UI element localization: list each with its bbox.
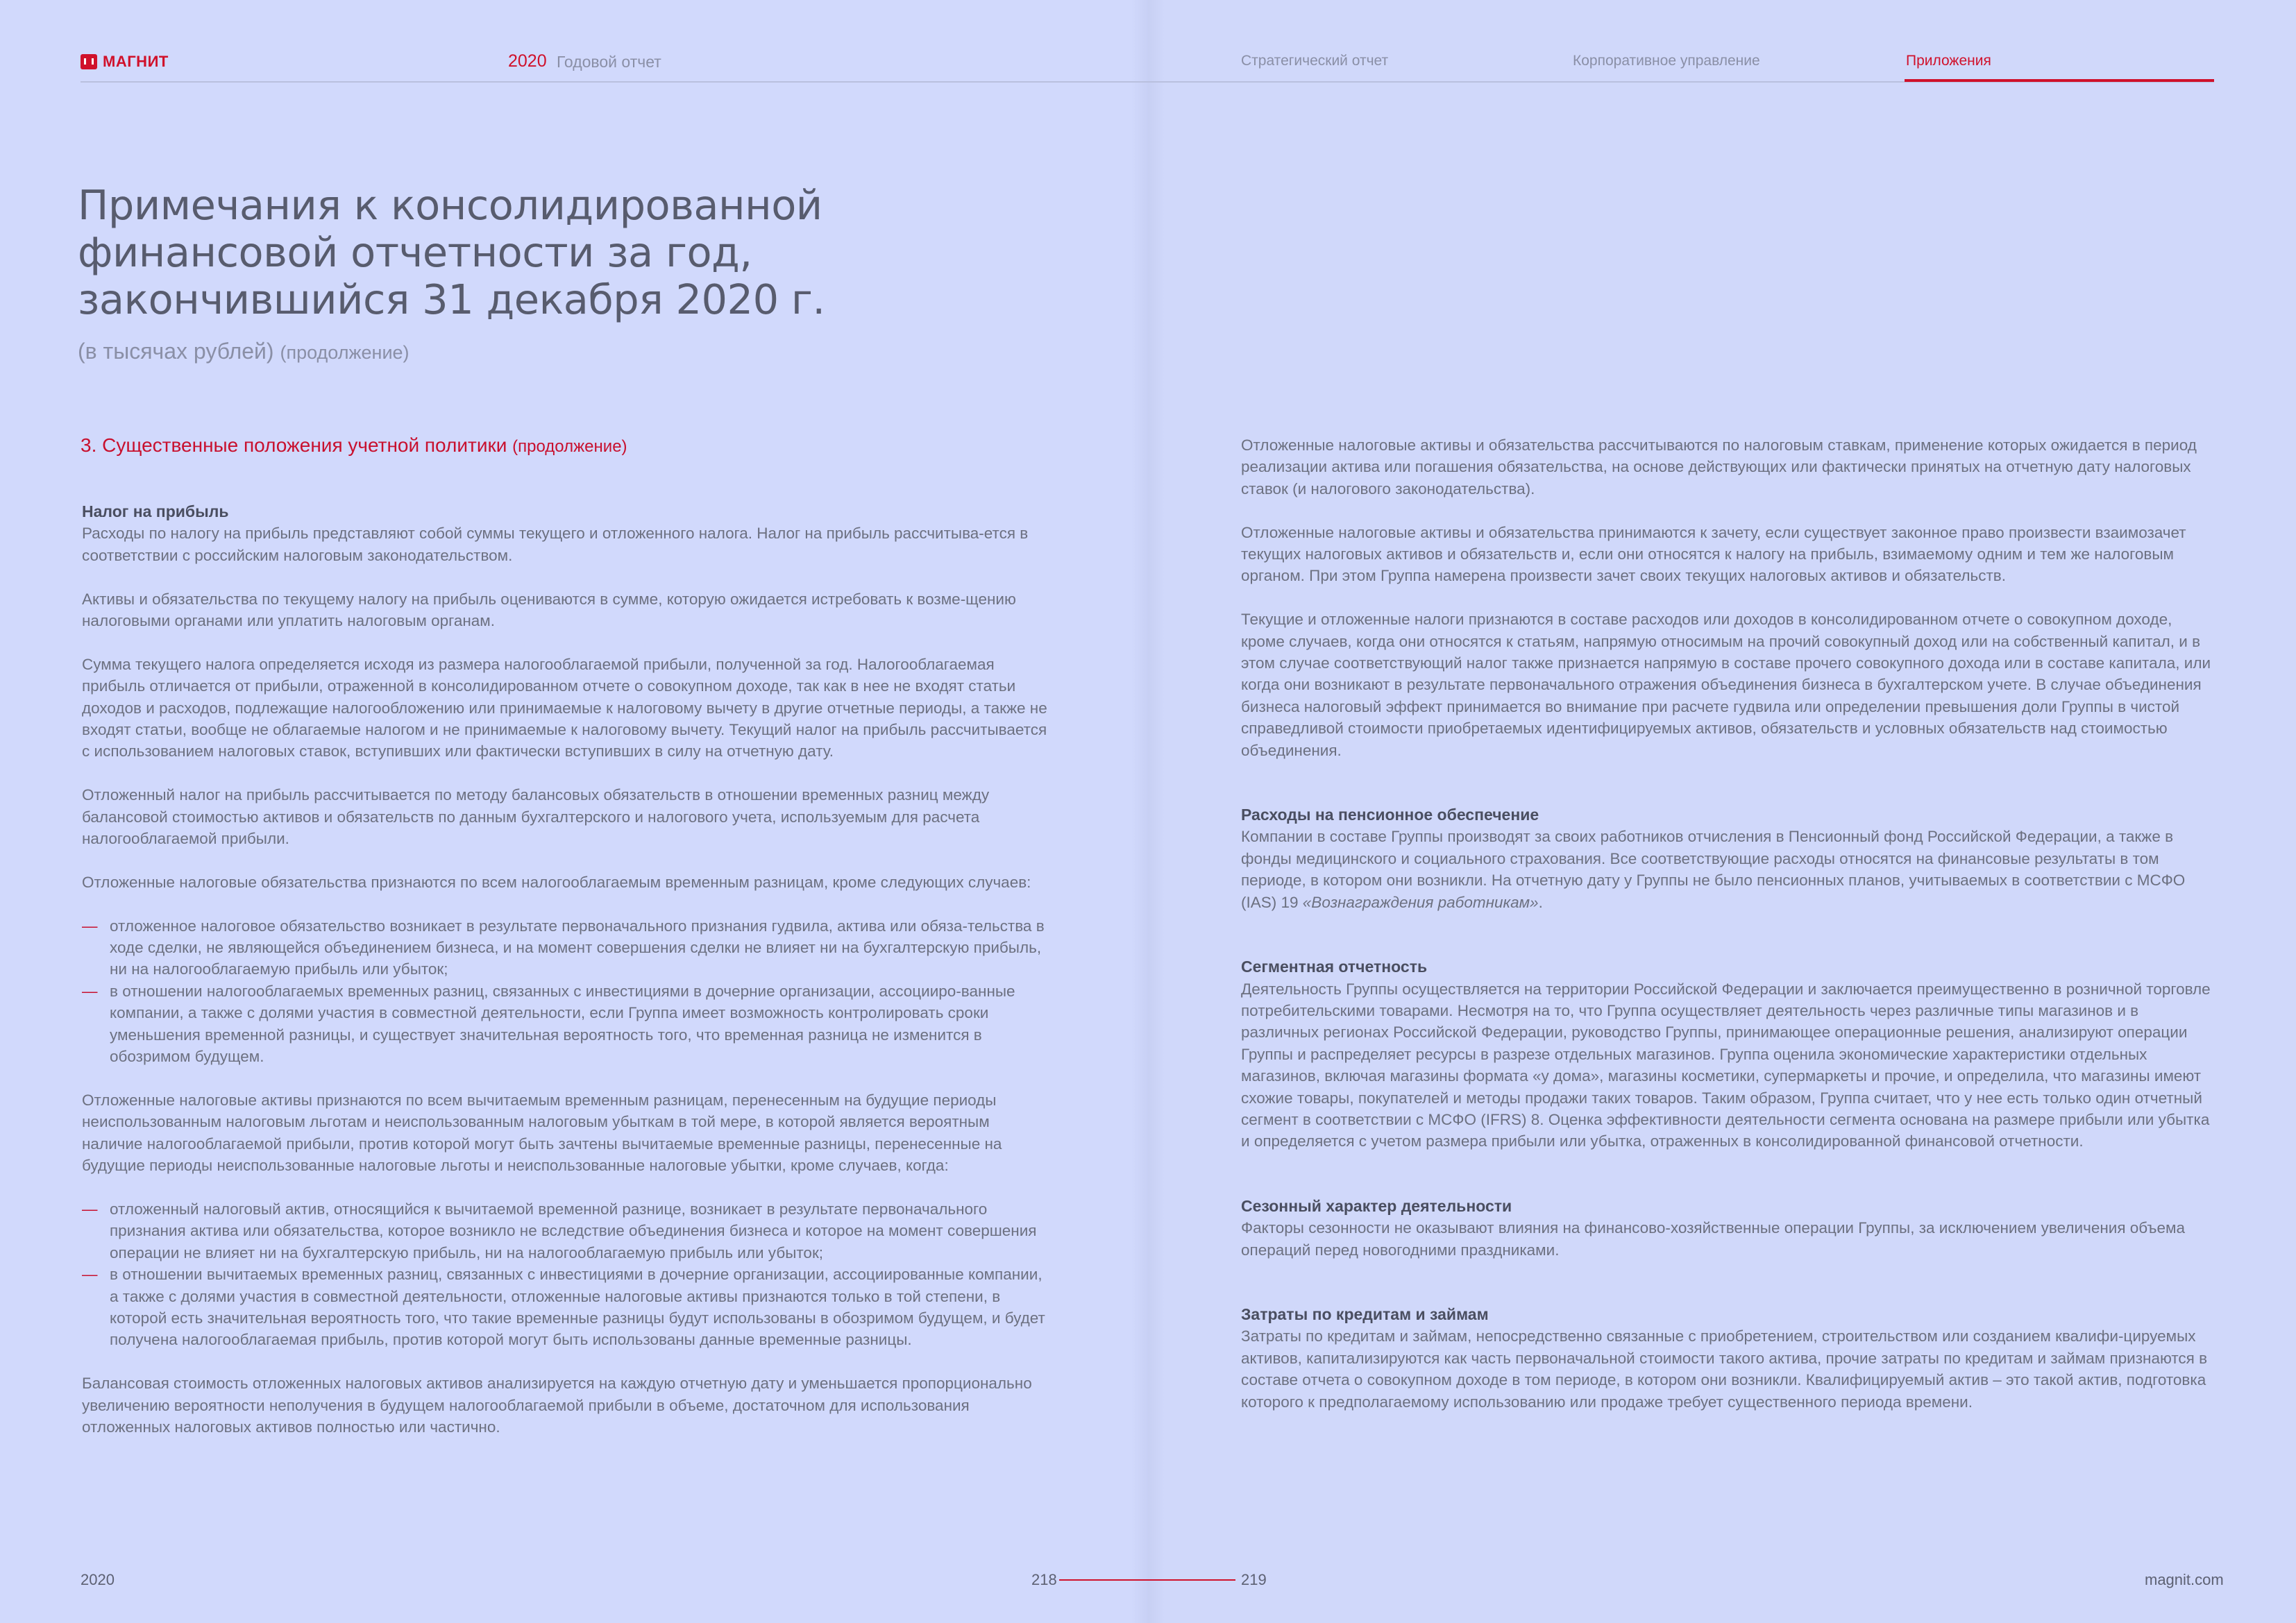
section-title (81, 434, 627, 457)
paragraph: Расходы по налогу на прибыль представляют собой суммы текущего и отложенного налога. Налог на прибыль рассчитыва-ется в соответствии с российским налоговым законодательством. (82, 525, 1029, 564)
segment-section (1241, 956, 2220, 1153)
list-item: — в отношении налогооблагаемых временных разниц, связанных с инвестициями в дочерние организации, ассоцииро-ванные компании, а также с долями участия в совместной деятельности, если Группа имеет возможность контролировать сроки уменьшения временной разницы, и существует значительная вероятность того, что временная разница не изменится в обозримом будущем. (82, 980, 1054, 1068)
paragraph: Отложенные налоговые обязательства признаются по всем налогооблагаемым временным разницам, кроме следующих случаев: (82, 873, 1031, 891)
page-spine (1131, 0, 1165, 1623)
list-item: — отложенное налоговое обязательство возникает в результате первоначального признания гудвила, актива или обяза-тельства в ходе сделки, не являющейся объединением бизнеса, и на момент совершения сделки не влияет ни на бухгалтерскую прибыль, ни на налогооблагаемую прибыль или убыток; (82, 915, 1054, 980)
page-title-line-3: закончившийся 31 декабря 2020 г. (78, 275, 825, 323)
borrowing-costs-heading: Затраты по кредитам и займам (1241, 1305, 1489, 1323)
left-column (82, 501, 1054, 1460)
income-tax-heading: Налог на прибыль (82, 502, 229, 520)
list-item: — отложенный налоговый актив, относящийся к вычитаемой временной разнице, возникает в результате первоначального признания актива или обязательства, которое возникло не вследствие объединения бизнеса и которое на момент совершения операции не влияет ни на бухгалтерскую прибыль, ни на налогооблагаемую прибыль или убыток; (82, 1198, 1054, 1264)
list-item: — в отношении вычитаемых временных разниц, связанных с инвестициями в дочерние организации, ассоциированные компании, а также с долями участия в совместной деятельности, отложенные налоговые активы признаются только в той степени, в которой есть значительная вероятность того, что такие временные разницы будут использованы в обозримом будущем, и будет получена налогооблагаемая прибыль, против которой могут быть использованы данные временные разницы. (82, 1264, 1054, 1351)
section-continued-note: (продолжение) (512, 437, 627, 456)
page-title-line-2: финансовой отчетности за год, (78, 228, 752, 276)
nav-active-indicator (1905, 79, 2214, 82)
ias19-title: «Вознаграждения работникам» (1302, 893, 1539, 911)
continued-note: (продолжение) (280, 342, 410, 363)
page-title-line-1: Примечания к консолидированной (78, 181, 822, 229)
pension-paragraph: Компании в составе Группы производят за своих работников отчисления в Пенсионный фонд Российской Федерации, а также в фонды медицинского и социального страхования. Все соответствующие расходы относятся на финансовые результаты в том периоде, в котором они возникли. На отчетную дату у Группы не было пенсионных планов, учитываемых в соответствии с МСФО (IAS) 19 «Вознаграждения работникам». (1241, 828, 2186, 911)
right-column (1241, 434, 2220, 1413)
deferred-tax-block (1241, 609, 2220, 761)
magnit-logo-icon (81, 54, 97, 69)
header-report-title[interactable]: Годовой отчет (557, 53, 661, 71)
nav-appendices[interactable]: Приложения (1906, 53, 1991, 69)
header-divider (81, 81, 2214, 83)
page-number-left: 218 (1031, 1571, 1057, 1588)
borrowing-costs-section (1241, 1304, 2220, 1413)
page-subtitle (78, 339, 410, 364)
paragraph: Отложенные налоговые активы и обязательства рассчитываются по налоговым ставкам, применение которых ожидается в период реализации актива или погашения обязательства, на основе действующих или фактически принятых на отчетную дату налоговых ставок (и налогового законодательства). (1241, 436, 2197, 498)
paragraph: Отложенный налог на прибыль рассчитывается по методу балансовых обязательств в отношении временных разниц между балансовой стоимостью активов и обязательств по данным бухгалтерского и налогового учета, используемым для расчета налогооблагаемой прибыли. (82, 786, 990, 848)
footer-site-link[interactable]: magnit.com (2145, 1571, 2224, 1588)
paragraph: Активы и обязательства по текущему налогу на прибыль оцениваются в сумме, которую ожидается истребовать к возме-щению налоговыми органами или уплатить налоговым органам. (82, 590, 1016, 630)
nav-corporate-governance[interactable]: Корпоративное управление (1573, 53, 1760, 69)
exceptions-list-liabilities (82, 915, 1054, 1068)
borrowing-costs-paragraph: Затраты по кредитам и займам, непосредственно связанные с приобретением, строительством или созданием квалифи-цируемых активов, капитализируются как часть первоначальной стоимости такого актива, прочие затраты по кредитам и займам признаются в составе отчета о совокупном доходе в том периоде, в котором они возникли. Квалифицируемый актив – это такой актив, подготовка которого к предполагаемому использованию или продаже требует существенного периода времени. (1241, 1327, 2208, 1411)
segment-paragraph: Деятельность Группы осуществляется на территории Российской Федерации и заключается преимущественно в розничной торговле потребительскими товарами. Несмотря на то, что Группа осуществляет деятельность через различные типы магазинов и в различных регионах Российской Федерации, руководство Группы, принимающее операционные решения, анализируют операции Группы и распределяет ресурсы в разрезе отдельных магазинов. Группа оценила экономические характеристики отдельных магазинов, включая магазины формата «у дома», магазины косметики, супермаркеты и прочие, и определила, что магазины имеют схожие товары, покупателей и методы продажи таких товаров. Таким образом, Группа считает, что у нее есть только один отчетный сегмент в соответствии с МСФО (IFRS) 8. Оценка эффективности деятельности сегмента основана на размере прибыли или убытка и определяется с учетом размера прибыли или убытка, отраженных в консолидированной финансовой отчетности. (1241, 980, 2211, 1150)
magnit-logo[interactable] (81, 53, 169, 71)
paragraph: Сумма текущего налога определяется исходя из размера налогооблагаемой прибыли, полученной за год. Налогооблагаемая прибыль отличается от прибыли, отраженной в консолидированном отчете о совокупном доходе, так как в нее не входят статьи доходов и расходов, подлежащие налогообложению или принимаемые к налоговому вычету в другие отчетные периоды, а также не входят статьи, вообще не облагаемые налогом и не принимаемые к налоговому вычету. Текущий налог на прибыль рассчитывается с использованием налоговых ставок, вступивших или фактически вступивших в силу на отчетную дату. (82, 655, 1047, 760)
paragraph: Отложенные налоговые активы признаются по всем вычитаемым временным разницам, перенесенным на будущие периоды неиспользованным налоговым льготам и неиспользованным налоговым убыткам в той мере, в которой является вероятным наличие налогооблагаемой прибыли, против которой могут быть зачтены вычитаемые временные разницы, перенесенные на будущие периоды неиспользованные налоговые льготы и неиспользованные налоговые убытки, кроме случаев, когда: (82, 1091, 1002, 1175)
header-year: 2020 (508, 51, 547, 71)
section-title-text: 3. Существенные положения учетной политики (81, 434, 507, 456)
pension-section (1241, 804, 2220, 913)
paragraph: Текущие и отложенные налоги признаются в составе расходов или доходов в консолидированном отчете о совокупном доходе, кроме случаев, когда они относятся к статьям, напрямую относимым на прочий совокупный доход или на собственный капитал, и в этом случае соответствующий налог также признается напрямую в составе прочего совокупного дохода или в составе капитала, или когда они возникают в результате первоначального отражения объединения бизнеса в бухгалтерском учете. В случае объединения бизнеса налоговый эффект принимается во внимание при расчете гудвила или определении превышения доли Группы в чистой справедливой стоимости приобретаемых идентифицируемых активов, обязательств и условных обязательств над стоимостью объединения. (1241, 611, 2211, 759)
paragraph: Балансовая стоимость отложенных налоговых активов анализируется на каждую отчетную дату и уменьшается пропорционально увеличению вероятности неполучения в будущем налогооблагаемой прибыли в объеме, достаточном для использования отложенных налоговых активов полностью или частично. (82, 1375, 1032, 1436)
seasonality-heading: Сезонный характер деятельности (1241, 1196, 1512, 1215)
segment-heading: Сегментная отчетность (1241, 958, 1428, 976)
seasonality-section (1241, 1196, 2220, 1261)
page-number-right: 219 (1241, 1571, 1267, 1588)
pension-heading: Расходы на пенсионное обеспечение (1241, 806, 1539, 824)
footer-page-rule (1059, 1579, 1235, 1581)
logo-text: МАГНИТ (103, 53, 169, 70)
exceptions-list-assets (82, 1198, 1054, 1351)
units-note: (в тысячах рублей) (78, 339, 274, 364)
footer-year: 2020 (81, 1571, 115, 1588)
page-title (78, 182, 841, 323)
nav-strategic-report[interactable]: Стратегический отчет (1241, 53, 1389, 69)
seasonality-paragraph: Факторы сезонности не оказывают влияния на финансово-хозяйственные операции Группы, за исключением увеличения объема операций перед новогодними праздниками. (1241, 1219, 2185, 1259)
paragraph: Отложенные налоговые активы и обязательства принимаются к зачету, если существует законное право произвести взаимозачет текущих налоговых активов и обязательств и, если они относятся к налогу на прибыль, взимаемому одним и тем же налоговым органом. При этом Группа намерена произвести зачет своих текущих налоговых активов и обязательств. (1241, 523, 2186, 585)
